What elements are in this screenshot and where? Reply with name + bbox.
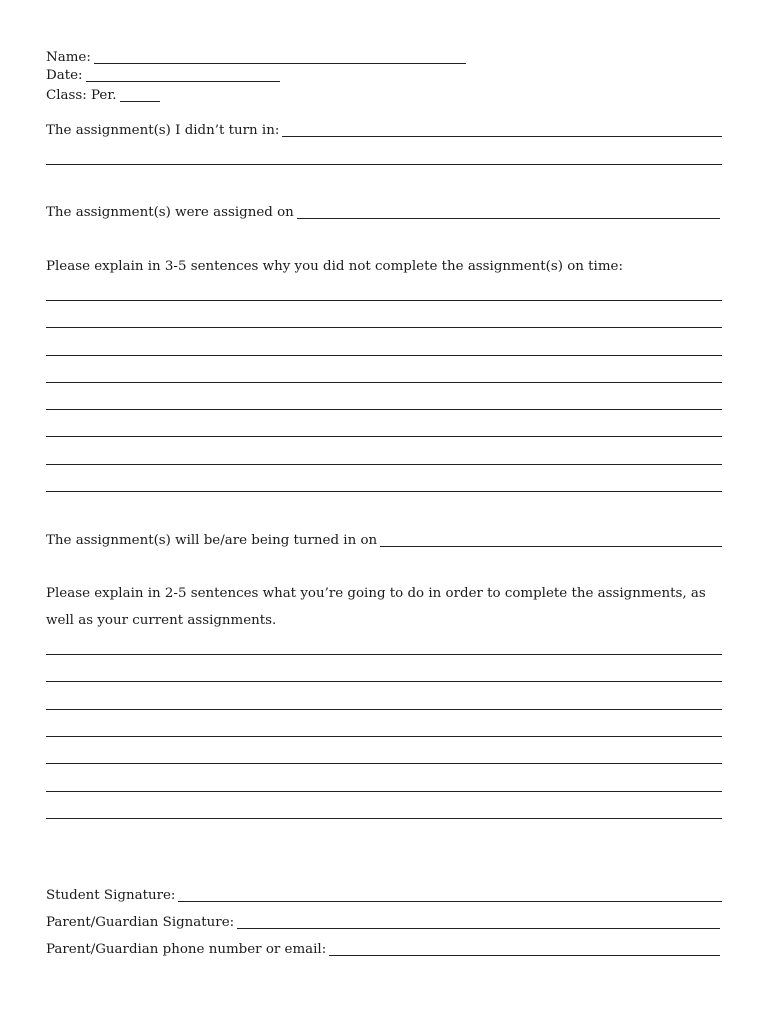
not-turned-in-row	[46, 121, 722, 139]
explain-late-line-6[interactable]	[46, 436, 722, 437]
parent-signature-field[interactable]	[237, 914, 720, 929]
plan-line-1[interactable]	[46, 654, 722, 655]
student-signature-label: Student Signature:	[46, 888, 176, 903]
assigned-on-row	[46, 203, 720, 221]
plan-line-3[interactable]	[46, 709, 722, 710]
turned-in-on-field[interactable]	[380, 532, 722, 547]
contact-field[interactable]	[329, 941, 720, 956]
turned-in-on-label: The assignment(s) will be/are being turned in on	[46, 533, 378, 548]
explain-late-line-2[interactable]	[46, 327, 722, 328]
name-row	[46, 48, 466, 66]
plan-line-4[interactable]	[46, 736, 722, 737]
date-label: Date:	[46, 68, 83, 83]
explain-late-prompt: Please explain in 3-5 sentences why you did not complete the assignment(s) on time:	[46, 259, 623, 274]
plan-line-5[interactable]	[46, 763, 722, 764]
plan-line-6[interactable]	[46, 791, 722, 792]
name-label: Name:	[46, 50, 91, 65]
assigned-on-field[interactable]	[297, 204, 720, 219]
contact-row	[46, 940, 720, 958]
explain-late-line-1[interactable]	[46, 300, 722, 301]
turned-in-on-row	[46, 531, 722, 549]
plan-prompt: Please explain in 2-5 sentences what you’re going to do in order to complete the assignments, as well as your current assignments.	[46, 586, 706, 628]
class-label: Class: Per.	[46, 88, 117, 103]
parent-signature-label: Parent/Guardian Signature:	[46, 915, 235, 930]
parent-signature-row	[46, 913, 720, 931]
explain-late-line-7[interactable]	[46, 464, 722, 465]
class-row	[46, 86, 160, 104]
explain-late-line-3[interactable]	[46, 355, 722, 356]
date-row	[46, 66, 280, 84]
student-signature-row	[46, 886, 722, 904]
plan-line-2[interactable]	[46, 681, 722, 682]
explain-late-line-8[interactable]	[46, 491, 722, 492]
not-turned-in-field[interactable]	[282, 122, 722, 137]
plan-line-7[interactable]	[46, 818, 722, 819]
not-turned-in-line-2[interactable]	[46, 164, 722, 165]
contact-label: Parent/Guardian phone number or email:	[46, 942, 327, 957]
not-turned-in-label: The assignment(s) I didn’t turn in:	[46, 123, 280, 138]
name-field[interactable]	[94, 49, 466, 64]
period-field[interactable]	[120, 87, 160, 102]
student-signature-field[interactable]	[178, 887, 722, 902]
date-field[interactable]	[86, 67, 280, 82]
assigned-on-label: The assignment(s) were assigned on	[46, 205, 294, 220]
explain-late-line-5[interactable]	[46, 409, 722, 410]
explain-late-line-4[interactable]	[46, 382, 722, 383]
